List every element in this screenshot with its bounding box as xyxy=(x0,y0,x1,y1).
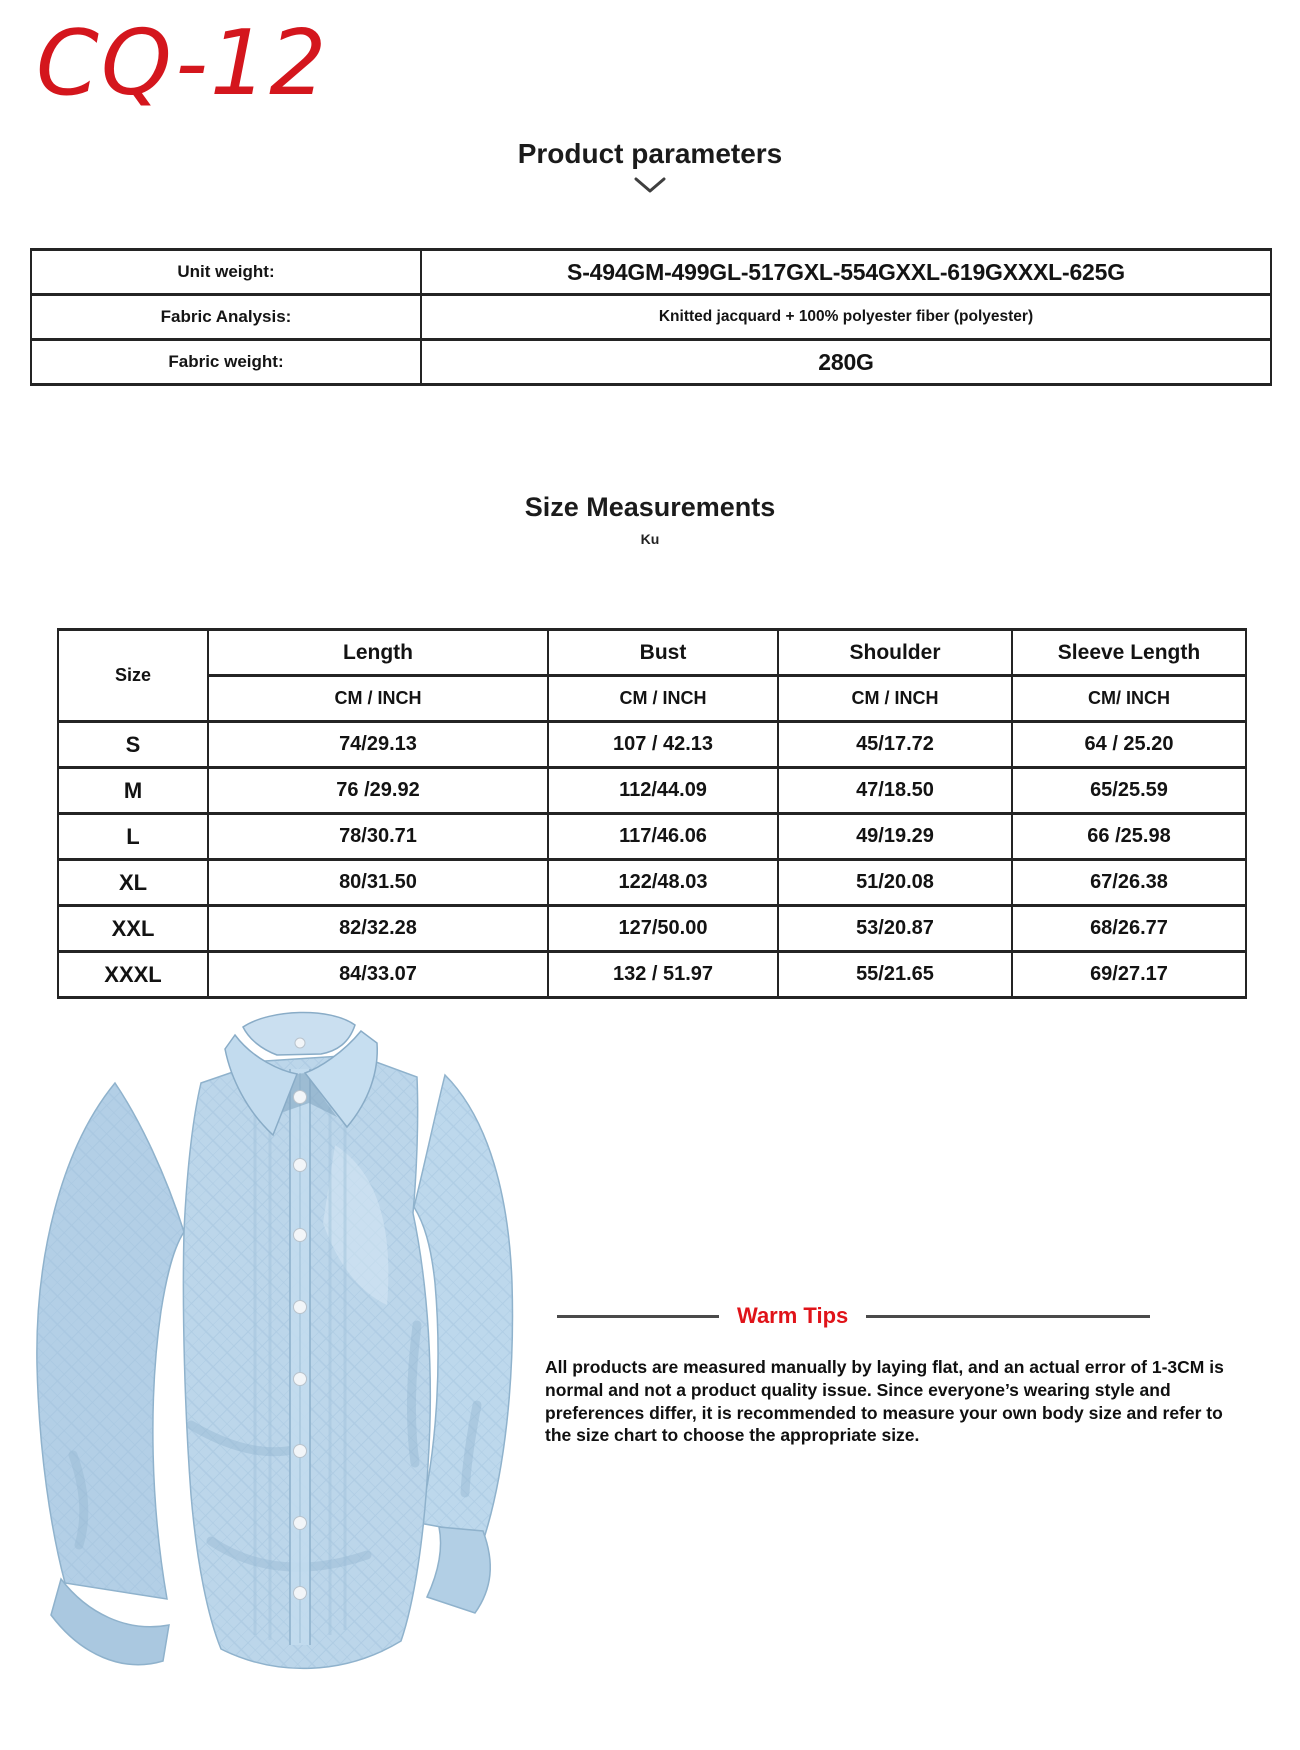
param-label: Fabric Analysis: xyxy=(31,295,421,340)
unit-header: CM / INCH xyxy=(548,676,778,722)
shoulder-value: 45/17.72 xyxy=(778,722,1012,768)
chevron-down-icon xyxy=(633,176,667,194)
bust-value: 117/46.06 xyxy=(548,814,778,860)
shoulder-value: 49/19.29 xyxy=(778,814,1012,860)
shirt-product-image xyxy=(15,985,560,1715)
size-table-unit-row xyxy=(58,676,1246,722)
column-header-shoulder: Shoulder xyxy=(778,630,1012,676)
bust-value: 127/50.00 xyxy=(548,906,778,952)
length-value: 76 /29.92 xyxy=(208,768,548,814)
size-chart-table xyxy=(57,628,1247,999)
param-row xyxy=(31,340,1271,385)
product-params-table xyxy=(30,248,1272,386)
sleeve-value: 65/25.59 xyxy=(1012,768,1246,814)
size-label: XL xyxy=(58,860,208,906)
shirt-left-sleeve xyxy=(37,1083,184,1665)
table-row xyxy=(58,814,1246,860)
shoulder-value: 53/20.87 xyxy=(778,906,1012,952)
param-value: Knitted jacquard + 100% polyester fiber (polyester) xyxy=(421,295,1271,340)
shoulder-value: 47/18.50 xyxy=(778,768,1012,814)
table-row xyxy=(58,860,1246,906)
sleeve-value: 68/26.77 xyxy=(1012,906,1246,952)
size-label: S xyxy=(58,722,208,768)
table-row xyxy=(58,722,1246,768)
size-measurements-title: Size Measurements xyxy=(524,492,776,522)
size-label: M xyxy=(58,768,208,814)
warm-tips-body: All products are measured manually by laying flat, and an actual error of 1-3CM is normal and not a product quality issue. Since everyone’s wearing style and preferences differ, it is recommended to measure your own body size and refer to the size chart to choose the appropriate size. xyxy=(545,1357,1224,1446)
param-row xyxy=(31,295,1271,340)
table-row xyxy=(58,768,1246,814)
param-label: Fabric weight: xyxy=(31,340,421,385)
length-value: 84/33.07 xyxy=(208,952,548,998)
unit-header: CM / INCH xyxy=(208,676,548,722)
bust-value: 122/48.03 xyxy=(548,860,778,906)
unit-header: CM/ INCH xyxy=(1012,676,1246,722)
bust-value: 132 / 51.97 xyxy=(548,952,778,998)
param-row xyxy=(31,250,1271,295)
sleeve-value: 69/27.17 xyxy=(1012,952,1246,998)
table-row xyxy=(58,906,1246,952)
length-value: 80/31.50 xyxy=(208,860,548,906)
warm-tips-divider-right xyxy=(866,1315,1150,1318)
length-value: 82/32.28 xyxy=(208,906,548,952)
size-label: L xyxy=(58,814,208,860)
brand-logo: CQ-12 xyxy=(36,11,329,116)
sleeve-value: 67/26.38 xyxy=(1012,860,1246,906)
product-parameters-title: Product parameters xyxy=(517,138,783,169)
param-value: S-494GM-499GL-517GXL-554GXXL-619GXXXL-625G xyxy=(421,250,1271,295)
size-corner-header: Size xyxy=(58,630,208,722)
shoulder-value: 55/21.65 xyxy=(778,952,1012,998)
warm-tips-header xyxy=(557,1303,1150,1329)
warm-tips-divider-left xyxy=(557,1315,719,1318)
column-header-length: Length xyxy=(208,630,548,676)
bust-value: 112/44.09 xyxy=(548,768,778,814)
param-value: 280G xyxy=(421,340,1271,385)
sleeve-value: 66 /25.98 xyxy=(1012,814,1246,860)
length-value: 78/30.71 xyxy=(208,814,548,860)
warm-tips-title: Warm Tips xyxy=(737,1303,849,1328)
shirt-right-cuff xyxy=(427,1527,490,1613)
column-header-bust: Bust xyxy=(548,630,778,676)
unit-header: CM / INCH xyxy=(778,676,1012,722)
shoulder-value: 51/20.08 xyxy=(778,860,1012,906)
param-label: Unit weight: xyxy=(31,250,421,295)
bust-value: 107 / 42.13 xyxy=(548,722,778,768)
sleeve-value: 64 / 25.20 xyxy=(1012,722,1246,768)
length-value: 74/29.13 xyxy=(208,722,548,768)
size-table-header-row xyxy=(58,630,1246,676)
size-label: XXXL xyxy=(58,952,208,998)
size-measurements-subtitle: Ku xyxy=(640,531,660,547)
column-header-sleeve: Sleeve Length xyxy=(1012,630,1246,676)
size-label: XXL xyxy=(58,906,208,952)
